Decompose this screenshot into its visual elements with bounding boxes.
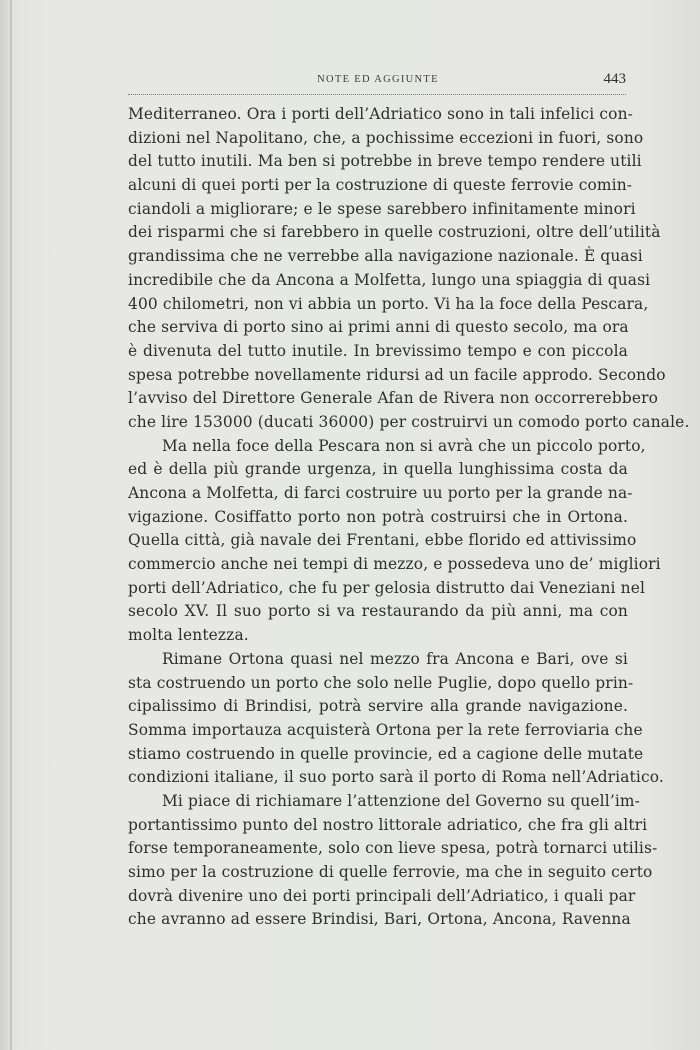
text-line: ed è della più grande urgenza, in quella lunghissima costa da bbox=[128, 460, 628, 479]
text-line: è divenuta del tutto inutile. In brevissimo tempo e con piccola bbox=[128, 341, 628, 360]
text-line: simo per la costruzione di quelle ferrovie, ma che in seguito certo bbox=[128, 863, 653, 881]
text-line: dizioni nel Napolitano, che, a pochissime eccezioni in fuori, sono bbox=[128, 128, 644, 147]
body-text bbox=[128, 103, 690, 932]
text-line: cipalissimo di Brindisi, potrà servire alla grande navigazione. bbox=[128, 697, 628, 716]
text-line: porti dell’Adriatico, che fu per gelosia distrutto dai Veneziani nel bbox=[128, 578, 646, 597]
text-line: dei risparmi che si farebbero in quelle costruzioni, oltre dell’utilità bbox=[128, 223, 661, 242]
text-line: Mi piace di richiamare l’attenzione del Governo su quell’im- bbox=[162, 791, 641, 810]
text-line: Mediterraneo. Ora i porti dell’Adriatico sono in tali infelici con- bbox=[128, 105, 633, 123]
text-line: Quella città, già navale dei Frentani, ebbe florido ed attivissimo bbox=[128, 531, 637, 550]
text-line: commercio anche nei tempi di mezzo, e possedeva uno de’ migliori bbox=[128, 555, 661, 574]
text-line: che serviva di porto sino ai primi anni di questo secolo, ma ora bbox=[128, 318, 629, 337]
running-head bbox=[128, 72, 628, 92]
text-line: alcuni di quei porti per la costruzione di queste ferrovie comin- bbox=[128, 176, 633, 195]
binding-gutter bbox=[10, 0, 12, 1050]
text-line: ciandoli a migliorare; e le spese sarebbero infinitamente minori bbox=[128, 199, 636, 218]
text-line: del tutto inutili. Ma ben si potrebbe in breve tempo rendere utili bbox=[128, 152, 642, 171]
text-line: molta lentezza. bbox=[128, 626, 249, 645]
text-line: 400 chilometri, non vi abbia un porto. Vi ha la foce della Pescara, bbox=[128, 294, 649, 313]
text-line: che avranno ad essere Brindisi, Bari, Ortona, Ancona, Ravenna bbox=[128, 910, 631, 929]
text-line: incredibile che da Ancona a Molfetta, lungo una spiaggia di quasi bbox=[128, 270, 651, 289]
text-line: Somma importauza acquisterà Ortona per la rete ferroviaria che bbox=[128, 720, 643, 739]
text-line: Ma nella foce della Pescara non si avrà che un piccolo porto, bbox=[162, 436, 646, 455]
text-line: vigazione. Cosiffatto porto non potrà costruirsi che in Ortona. bbox=[128, 507, 628, 526]
text-line: sta costruendo un porto che solo nelle Puglie, dopo quello prin- bbox=[128, 673, 634, 692]
text-line: l’avviso del Direttore Generale Afan de Rivera non occorrerebbero bbox=[128, 389, 659, 408]
text-line: condizioni italiane, il suo porto sarà il porto di Roma nell’Adriatico. bbox=[128, 768, 664, 787]
text-line: secolo XV. Il suo porto si va restaurando da più anni, ma con bbox=[128, 602, 628, 621]
running-head-title: NOTE ED AGGIUNTE bbox=[317, 74, 439, 85]
page-number: 443 bbox=[603, 71, 626, 87]
text-line: portantissimo punto del nostro littorale adriatico, che fra gli altri bbox=[128, 815, 648, 834]
text-line: grandissima che ne verrebbe alla navigazione nazionale. È quasi bbox=[128, 247, 643, 266]
text-line: forse temporaneamente, solo con lieve spesa, potrà tornarci utilis- bbox=[128, 839, 658, 858]
text-line: Rimane Ortona quasi nel mezzo fra Ancona e Bari, ove si bbox=[162, 649, 628, 668]
header-dotted-rule bbox=[128, 94, 626, 95]
text-line: stiamo costruendo in quelle provincie, ed a cagione delle mutate bbox=[128, 744, 644, 763]
text-line: che lire 153000 (ducati 36000) per costruirvi un comodo porto canale. bbox=[128, 412, 690, 431]
text-line: dovrà divenire uno dei porti principali dell’Adriatico, i quali par bbox=[128, 886, 636, 905]
text-line: Ancona a Molfetta, di farci costruire uu porto per la grande na- bbox=[128, 484, 633, 502]
text-line: spesa potrebbe novellamente ridursi ad un facile approdo. Secondo bbox=[128, 365, 666, 384]
